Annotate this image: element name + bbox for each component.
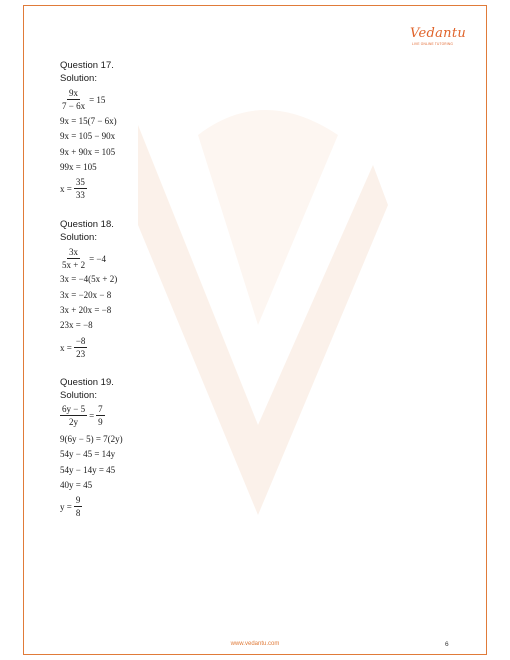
equation-line: 54y − 45 = 14y [60,449,116,459]
equation-line: x = $\frac{-8}{23}$ [60,336,86,359]
equation-line: 9x + 90x = 105 [60,147,116,157]
equation-line: y = $\frac{9}{8}$ [60,495,81,518]
equation-line: 3x + 20x = −8 [60,305,112,315]
equation-line: x = $\frac{35}{33}$ [60,177,85,200]
page-number: 6 [445,641,449,648]
equation-line: 23x = −8 [60,320,93,330]
equation-line: 99x = 105 [60,162,97,172]
equation-line: 9x = 105 − 90x [60,131,116,141]
question-title: Question 17. [60,60,114,71]
solution-label: Solution: [60,73,97,84]
equation-line: $\frac{9x}{7 - 6x}$ = 15 [62,88,106,111]
equation-line: 9x = 15(7 − 6x) [60,116,117,126]
question-title: Question 18. [60,219,114,230]
logo-word: Vedantu [410,26,467,41]
vedantu-watermark-icon [138,95,388,515]
equation-line: 40y = 45 [60,480,93,490]
vedantu-logo [410,26,467,48]
equation-line: 54y − 14y = 45 [60,465,116,475]
equation-line: $\frac{6y - 5}{2y}$ = $\frac{7}{9}$ [62,404,103,427]
logo-tagline: LIVE ONLINE TUTORING [412,42,454,46]
solution-label: Solution: [60,390,97,401]
equation-line: 9(6y − 5) = 7(2y) [60,434,123,444]
equation-line: $\frac{3x}{5x + 2}$ = −4 [62,247,106,270]
equation-line: 3x = −20x − 8 [60,290,112,300]
footer-url-link[interactable]: www.vedantu.com [230,641,280,647]
equation-line: 3x = −4(5x + 2) [60,274,118,284]
question-title: Question 19. [60,377,114,388]
solution-label: Solution: [60,232,97,243]
